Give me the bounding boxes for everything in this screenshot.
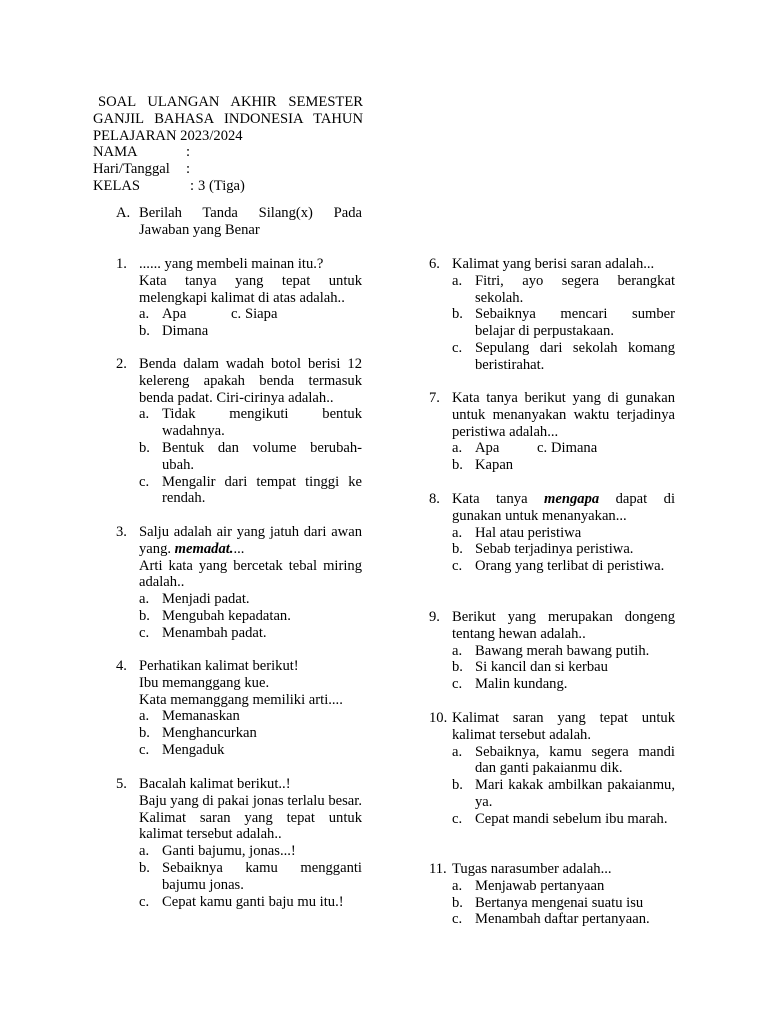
question-7: [429, 390, 675, 474]
option-text: Mengaduk: [162, 741, 225, 758]
question-9: [429, 609, 675, 693]
option-letter: a.: [452, 743, 463, 760]
stem-text: dapat di gunakan untuk menanyakan...: [452, 491, 675, 524]
option-a: [452, 744, 675, 778]
question-stem: Kata tanya berikut yang di gunakan untuk menanyakan waktu terjadinya peristiwa adalah...: [452, 390, 675, 440]
option-letter: c.: [139, 473, 150, 490]
option-text: Apa: [162, 306, 187, 323]
option-text: Apa: [475, 440, 500, 457]
option-text: Sebaiknya kamu mengganti bajumu jonas.: [162, 859, 362, 893]
option-text: c.: [537, 440, 548, 457]
instruction-text: Berilah Tanda Silang(x) Pada Jawaban yang Benar: [139, 205, 362, 238]
question-stem: [139, 524, 362, 558]
option-text: Menghancurkan: [162, 725, 257, 742]
question-number: 5.: [116, 776, 127, 792]
option-letter: a.: [139, 843, 150, 860]
option-letter: b.: [139, 607, 150, 624]
question-stem: Kalimat saran yang tepat untuk kalimat tersebut adalah.: [452, 710, 675, 743]
option-b: [452, 659, 675, 676]
option-b: [139, 725, 362, 742]
emphasized-word: memadat.: [174, 540, 234, 557]
question-number: 11.: [429, 861, 447, 877]
question-stem: Berikut yang merupakan dongeng tentang hewan adalah..: [452, 609, 675, 642]
option-letter: b.: [452, 541, 463, 558]
option-text: Hal atau peristiwa: [475, 524, 582, 541]
option-letter: a.: [139, 708, 150, 725]
option-c: [452, 676, 675, 693]
option-text: Fitri, ayo segera berangkat sekolah.: [475, 272, 675, 306]
field-kelas: [93, 178, 363, 195]
option-b: [452, 895, 675, 912]
question-stem: Kalimat yang berisi saran adalah...: [452, 256, 655, 272]
field-hari-tanggal: [93, 161, 363, 178]
question-1: [116, 256, 362, 340]
option-a: [139, 708, 362, 725]
question-stem: [452, 491, 675, 525]
exam-header: [93, 94, 363, 195]
option-text: Cepat kamu ganti baju mu itu.!: [162, 893, 344, 910]
option-b: [139, 608, 362, 625]
option-c: [452, 911, 675, 928]
option-text: Mengubah kepadatan.: [162, 607, 291, 624]
question-3: [116, 524, 362, 642]
question-text: Baju yang di pakai jonas terlalu besar. Kalimat saran yang tepat untuk kalimat tersebut adalah..: [139, 792, 362, 843]
option-letter: a.: [139, 591, 150, 608]
option-letter: c.: [452, 911, 463, 928]
question-2: [116, 356, 362, 507]
question-6: [429, 256, 675, 374]
option-text: Sepulang dari sekolah komang beristirahat.: [475, 339, 675, 373]
question-number: 7.: [429, 390, 440, 406]
exam-title-line-2: GANJIL BAHASA INDONESIA TAHUN: [93, 110, 363, 127]
option-letter: c.: [139, 624, 150, 641]
option-letter: c.: [452, 558, 463, 575]
option-text: Siapa: [245, 306, 278, 323]
stem-text: Salju adalah air yang jatuh dari awan yang.: [139, 524, 362, 557]
option-letter: b.: [452, 306, 463, 323]
question-stem: Bacalah kalimat berikut..!: [139, 776, 291, 792]
option-letter: b.: [139, 725, 150, 742]
option-letter: a.: [452, 642, 463, 659]
field-separator: :: [190, 177, 195, 194]
stem-text: Kata tanya: [452, 491, 545, 507]
question-text: Ibu memanggang kue.: [139, 674, 270, 691]
option-letter: b.: [452, 457, 463, 474]
option-text: Bentuk dan volume berubah-ubah.: [162, 439, 362, 473]
section-marker: A.: [116, 205, 131, 221]
option-text: Sebaiknya mencari sumber belajar di perpustakaan.: [475, 306, 675, 340]
option-text: Orang yang terlibat di peristiwa.: [475, 558, 665, 575]
exam-title-line-1: SOAL ULANGAN AKHIR SEMESTER: [98, 94, 363, 110]
option-text: Menjadi padat.: [162, 591, 250, 608]
option-text: Bawang merah bawang putih.: [475, 642, 650, 659]
option-b: [139, 860, 362, 894]
option-b: [452, 306, 675, 340]
question-text: Kata tanya yang tepat untuk melengkapi kalimat di atas adalah..: [139, 272, 362, 306]
question-text: Kata memanggang memiliki arti....: [139, 691, 343, 708]
option-letter: c.: [139, 741, 150, 758]
option-letter: c.: [452, 339, 463, 356]
stem-text: ...: [233, 540, 245, 557]
option-c: [139, 474, 362, 508]
option-row: [452, 457, 675, 474]
question-stem: ...... yang membeli mainan itu.?: [139, 256, 324, 272]
option-letter: a.: [452, 440, 463, 457]
option-letter: a.: [452, 877, 463, 894]
option-a: [139, 843, 362, 860]
option-b: [139, 440, 362, 474]
option-c: [452, 340, 675, 374]
option-letter: a.: [452, 272, 463, 289]
option-letter: c.: [452, 676, 463, 693]
option-letter: b.: [139, 323, 150, 340]
question-number: 1.: [116, 256, 127, 272]
option-text: Ganti bajumu, jonas...!: [162, 843, 296, 860]
option-text: Menambah padat.: [162, 624, 267, 641]
question-stem: Benda dalam wadah botol berisi 12 kelereng apakah benda termasuk benda padat. Ciri-cirinya adalah..: [139, 356, 362, 406]
question-4: [116, 658, 362, 759]
option-a: [452, 878, 675, 895]
question-8: [429, 491, 675, 575]
option-letter: a.: [452, 524, 463, 541]
option-text: Mari kakak ambilkan pakaianmu, ya.: [475, 777, 675, 810]
question-5: [116, 776, 362, 910]
option-b: [452, 541, 675, 558]
field-separator: :: [186, 144, 191, 161]
question-number: 3.: [116, 524, 127, 540]
option-letter: c.: [139, 893, 150, 910]
option-text: Si kancil dan si kerbau: [475, 659, 608, 676]
option-a: [452, 643, 675, 660]
option-letter: a.: [139, 406, 150, 423]
emphasized-word: mengapa: [544, 491, 600, 507]
question-number: 2.: [116, 356, 127, 372]
option-letter: b.: [452, 659, 463, 676]
question-number: 8.: [429, 491, 440, 507]
question-text: Arti kata yang bercetak tebal miring adalah..: [139, 557, 362, 591]
option-text: Menambah daftar pertanyaan.: [475, 911, 650, 928]
option-b: [452, 777, 675, 811]
field-label: KELAS: [93, 177, 141, 194]
option-text: Memanaskan: [162, 708, 240, 725]
field-nama: [93, 144, 363, 161]
option-a: [139, 406, 362, 440]
option-a: [139, 591, 362, 608]
option-c: [452, 811, 675, 828]
option-row: [139, 323, 362, 340]
option-letter: c.: [452, 810, 463, 827]
option-a: [452, 273, 675, 307]
option-text: Sebab terjadinya peristiwa.: [475, 541, 634, 558]
option-c: [452, 558, 675, 575]
option-letter: a.: [139, 306, 150, 323]
question-number: 6.: [429, 256, 440, 272]
option-letter: b.: [452, 894, 463, 911]
option-text: Dimana: [162, 323, 209, 340]
option-text: Cepat mandi sebelum ibu marah.: [475, 810, 668, 827]
option-text: Tidak mengikuti bentuk wadahnya.: [162, 406, 362, 440]
option-c: [139, 894, 362, 911]
option-letter: b.: [139, 859, 150, 876]
option-c: [139, 742, 362, 759]
option-text: Kapan: [475, 457, 514, 474]
option-text: Malin kundang.: [475, 676, 568, 693]
field-label: NAMA: [93, 144, 138, 161]
option-text: Mengalir dari tempat tinggi ke rendah.: [162, 473, 362, 507]
question-11: [429, 861, 675, 928]
option-text: Dimana: [551, 440, 598, 457]
option-row: [452, 440, 675, 457]
question-stem: Perhatikan kalimat berikut!: [139, 658, 299, 674]
option-text: Sebaiknya, kamu segera mandi dan ganti pakaianmu dik.: [475, 743, 675, 777]
field-separator: :: [186, 161, 191, 178]
exam-title-line-3: PELAJARAN 2023/2024: [93, 127, 243, 144]
instruction: [116, 205, 362, 239]
option-letter: b.: [139, 439, 150, 456]
option-c: [139, 625, 362, 642]
field-label: Hari/Tanggal: [93, 161, 170, 178]
option-letter: b.: [452, 777, 463, 794]
option-row: [139, 306, 362, 323]
question-number: 9.: [429, 609, 440, 625]
option-text: Menjawab pertanyaan: [475, 877, 605, 894]
question-number: 4.: [116, 658, 127, 674]
option-text: Bertanya mengenai suatu isu: [475, 894, 644, 911]
question-10: [429, 710, 675, 828]
option-text: c.: [231, 306, 242, 323]
question-stem: Tugas narasumber adalah...: [452, 861, 612, 877]
option-a: [452, 525, 675, 542]
question-number: 10.: [429, 710, 448, 726]
field-value: 3 (Tiga): [198, 177, 245, 194]
